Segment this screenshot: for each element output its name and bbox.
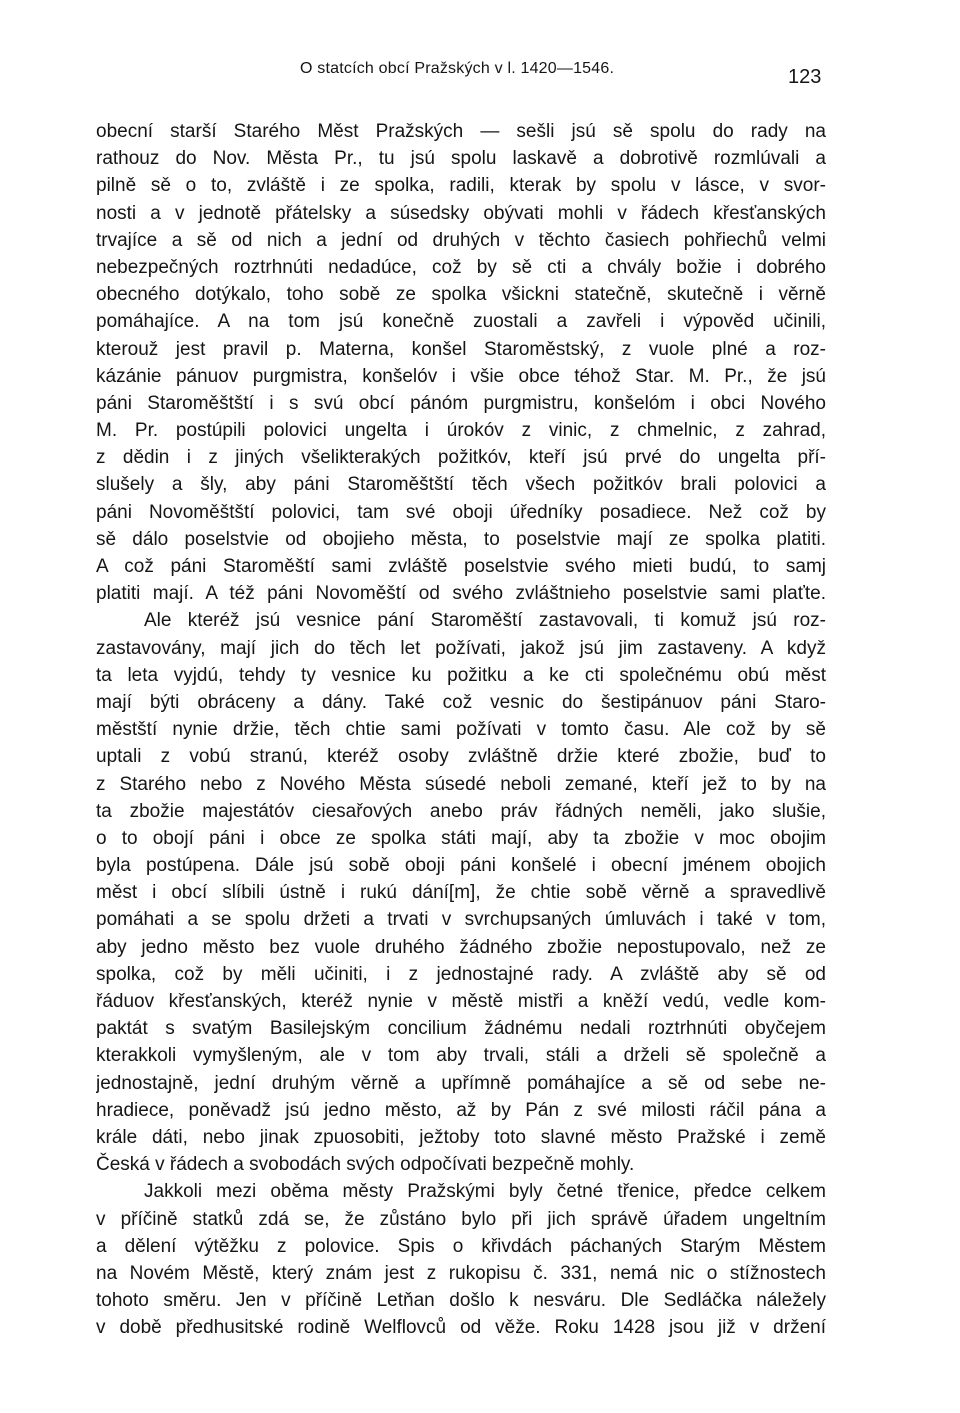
text-line: a dělení výtěžku z polovice. Spis o křivdách páchaných Starým Městem (96, 1235, 826, 1257)
text-line: A což páni Staroměští sami zvláště poselstvie svého mieti budú, to samj (96, 556, 826, 577)
text-line: pomáhati a se spolu držeti a trvati v svrchupsaných úmluvách i také v tom, (96, 909, 826, 931)
text-line: o to obojí páni i obce ze spolka státi mají, aby ta zbožie v moc obojim (96, 827, 826, 849)
text-line: Ale kteréž jsú vesnice pání Staroměští zastavovali, ti komuž jsú roz- (144, 610, 826, 632)
text-line: obecného dotýkalo, toho sobě ze spolka všickni statečně, skutečně i věrně (96, 284, 826, 306)
text-line: hradiece, poněvadž jsú jedno město, až by Pán z své milosti ráčil pána a (96, 1099, 826, 1121)
text-line: měst i obcí slíbili ústně i rukú dání[m], že chtie sobě věrně a spravedlivě (96, 882, 826, 904)
text-line: pomáhajíce. A na tom jsú konečně zuostali a zavřeli i výpověd učinili, (96, 311, 826, 333)
text-line: Česká v řádech a svobodách svých odpočívati bezpečně mohly. (96, 1154, 635, 1176)
body-text (96, 118, 826, 1341)
running-title: O statcích obcí Pražských v l. 1420—1546. (300, 60, 615, 77)
text-line: nosti a v jednotě přátelsky a súsedsky obývati mohli v řádech křesťanských (96, 202, 826, 224)
text-line: krále dáti, nebo jinak zpuosobiti, ježtoby toto slavné město Pražské i země (96, 1126, 826, 1148)
text-line: tohoto směru. Jen v příčině Letňan došlo k nesváru. Dle Sedláčka náležely (96, 1290, 826, 1312)
text-line: rathouz do Nov. Města Pr., tu jsú spolu laskavě a dobrotivě rozmlúvali a (96, 148, 826, 170)
text-line: kterouž jest pravil p. Materna, konšel Staroměstský, z vuole plné a roz- (96, 338, 826, 360)
text-line: uptali z vobú stranú, kteréž osoby zvláštně držie které zbožie, buď to (96, 746, 826, 768)
text-line: z Starého nebo z Nového Města súsedé neboli zemané, kteří jež to by na (96, 773, 826, 795)
text-line: platiti mají. A též páni Novoměští od svého zvláštnieho poselstvie sami plaťte. (96, 583, 826, 605)
text-line: obecní starší Starého Měst Pražských — sešli jsú sě spolu do rady na (96, 121, 826, 142)
text-line: mají býti obráceny a dány. Také což vesnic do šestipánuov páni Staro- (96, 691, 826, 713)
text-line: v době předhusitské rodině Welflovců od věže. Roku 1428 jsou již v držení (96, 1317, 826, 1339)
text-line: zastavovány, mají jich do těch let požívati, jakož jsú jim zastaveny. A když (96, 637, 826, 659)
text-line: nebezpečných roztrhnúti nedadúce, což by sě cti a chvály božie i dobrého (96, 256, 826, 278)
text-line: kterakkoli vymyšleným, ale v tom aby trvali, stáli a drželi sě společně a (96, 1045, 826, 1067)
text-line: spolka, což by měli učiniti, i z jednostajné rady. A zvláště aby sě od (96, 963, 826, 985)
text-line: na Novém Městě, který znám jest z rukopisu č. 331, nemá nic o stížnostech (96, 1262, 826, 1284)
text-line: řáduov křesťanských, kteréž nynie v městě mistři a kněží vedú, vedle kom- (96, 991, 826, 1012)
text-line: aby jedno město bez vuole druhého žádného zbožie nepostupovalo, než ze (96, 936, 826, 958)
text-line: M. Pr. postúpili polovici ungelta i úrokóv z vinic, z chmelnic, z zahrad, (96, 420, 826, 442)
text-line: pilně sě o to, zvláště i ze spolka, radili, kterak by spolu v lásce, v svor- (96, 175, 826, 197)
text-line: městští nynie držie, těch chtie sami požívati v tomto času. Ale což by sě (96, 719, 826, 741)
text-line: ta zbožie majestátóv ciesařových anebo práv řádných neměli, jako slušie, (96, 800, 826, 822)
text-line: byla postúpena. Dále jsú sobě oboji páni konšelé i obecní jménem obojich (96, 855, 826, 877)
text-line: z dědin i z jiných všelikterakých požitkóv, kteří jsú prvé do ungelta pří- (96, 447, 826, 469)
text-line: páni Novoměštští polovici, tam své oboji úředníky posadiece. Než což by (96, 501, 826, 523)
text-line: jednostajně, jední druhým věrně a upřímně pomáhajíce a sě od sebe ne- (96, 1072, 826, 1094)
page-number: 123 (788, 66, 822, 88)
text-line: Jakkoli mezi oběma městy Pražskými byly četné třenice, předce celkem (144, 1181, 826, 1203)
text-line: paktát s svatým Basilejským concilium žádnému nedali roztrhnúti obyčejem (96, 1018, 826, 1040)
text-line: kázánie pánuov purgmistra, konšelóv i všie obce téhož Star. M. Pr., že jsú (96, 365, 826, 387)
text-line: sě dálo poselstvie od obojieho města, to poselstvie mají ze spolka platiti. (96, 528, 826, 550)
text-line: ta leta vyjdú, tehdy ty vesnice ku požitku a ke cti společnému obú měst (96, 664, 826, 686)
text-line: v příčině statků zdá se, že zůstáno bylo při jich správě úřadem ungeltním (96, 1208, 826, 1230)
text-line: páni Staroměštští i s svú obcí pánóm purgmistru, konšelóm i obci Nového (96, 392, 826, 414)
text-line: slušely a šly, aby páni Staroměštští těch všech požitkóv brali polovici a (96, 474, 826, 496)
text-line: trvajíce a sě od nich a jední od druhých v těchto časiech pohřiechů velmi (96, 229, 826, 251)
